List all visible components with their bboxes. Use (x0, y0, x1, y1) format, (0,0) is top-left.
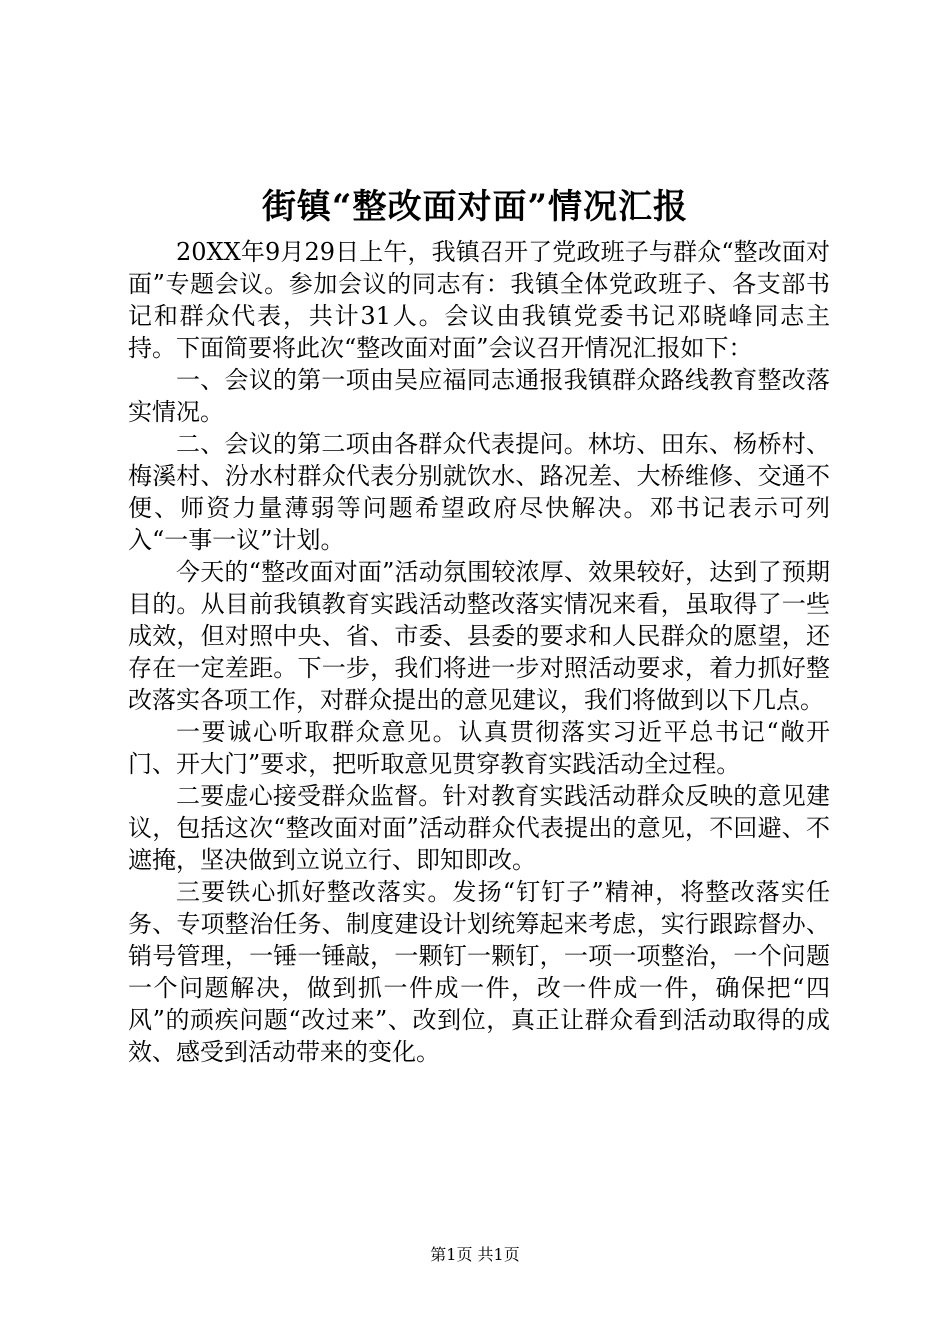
paragraph-point-2: 二要虚心接受群众监督。针对教育实践活动群众反映的意见建议，包括这次“整改面对面”活动群众代表提出的意见，不回避、不遮掩，坚决做到立说立行、即知即改。 (128, 782, 830, 874)
document-body (128, 236, 830, 1068)
paragraph-item-1: 一、会议的第一项由吴应福同志通报我镇群众路线教育整改落实情况。 (128, 366, 830, 426)
page-footer: 第1页 共1页 (430, 1245, 520, 1264)
paragraph-point-3: 三要铁心抓好整改落实。发扬“钉钉子”精神，将整改落实任务、专项整治任务、制度建设计划统筹起来考虑，实行跟踪督办、销号管理，一锤一锤敲，一颗钉一颗钉，一项一项整治，一个问题一个问题解决，做到抓一件成一件，改一件成一件，确保把“四风”的顽疾问题“改过来”、改到位，真正让群众看到活动取得的成效、感受到活动带来的变化。 (128, 878, 830, 1066)
paragraph-item-2: 二、会议的第二项由各群众代表提问。林坊、田东、杨桥村、梅溪村、汾水村群众代表分别就饮水、路况差、大桥维修、交通不便、师资力量薄弱等问题希望政府尽快解决。邓书记表示可列入“一事一议”计划。 (128, 430, 830, 554)
paragraph-point-1: 一要诚心听取群众意见。认真贯彻落实习近平总书记“敞开门、开大门”要求，把听取意见贯穿教育实践活动全过程。 (128, 718, 830, 778)
paragraph-intro: 20XX年9月29日上午，我镇召开了党政班子与群众“整改面对面”专题会议。参加会议的同志有：我镇全体党政班子、各支部书记和群众代表，共计31人。会议由我镇党委书记邓晓峰同志主持。下面简要将此次“整改面对面”会议召开情况汇报如下： (128, 238, 830, 362)
document-title: 街镇“整改面对面”情况汇报 (261, 187, 689, 227)
paragraph-summary: 今天的“整改面对面”活动氛围较浓厚、效果较好，达到了预期目的。从目前我镇教育实践活动整改落实情况来看，虽取得了一些成效，但对照中央、省、市委、县委的要求和人民群众的愿望，还存在一定差距。下一步，我们将进一步对照活动要求，着力抓好整改落实各项工作，对群众提出的意见建议，我们将做到以下几点。 (128, 558, 830, 714)
